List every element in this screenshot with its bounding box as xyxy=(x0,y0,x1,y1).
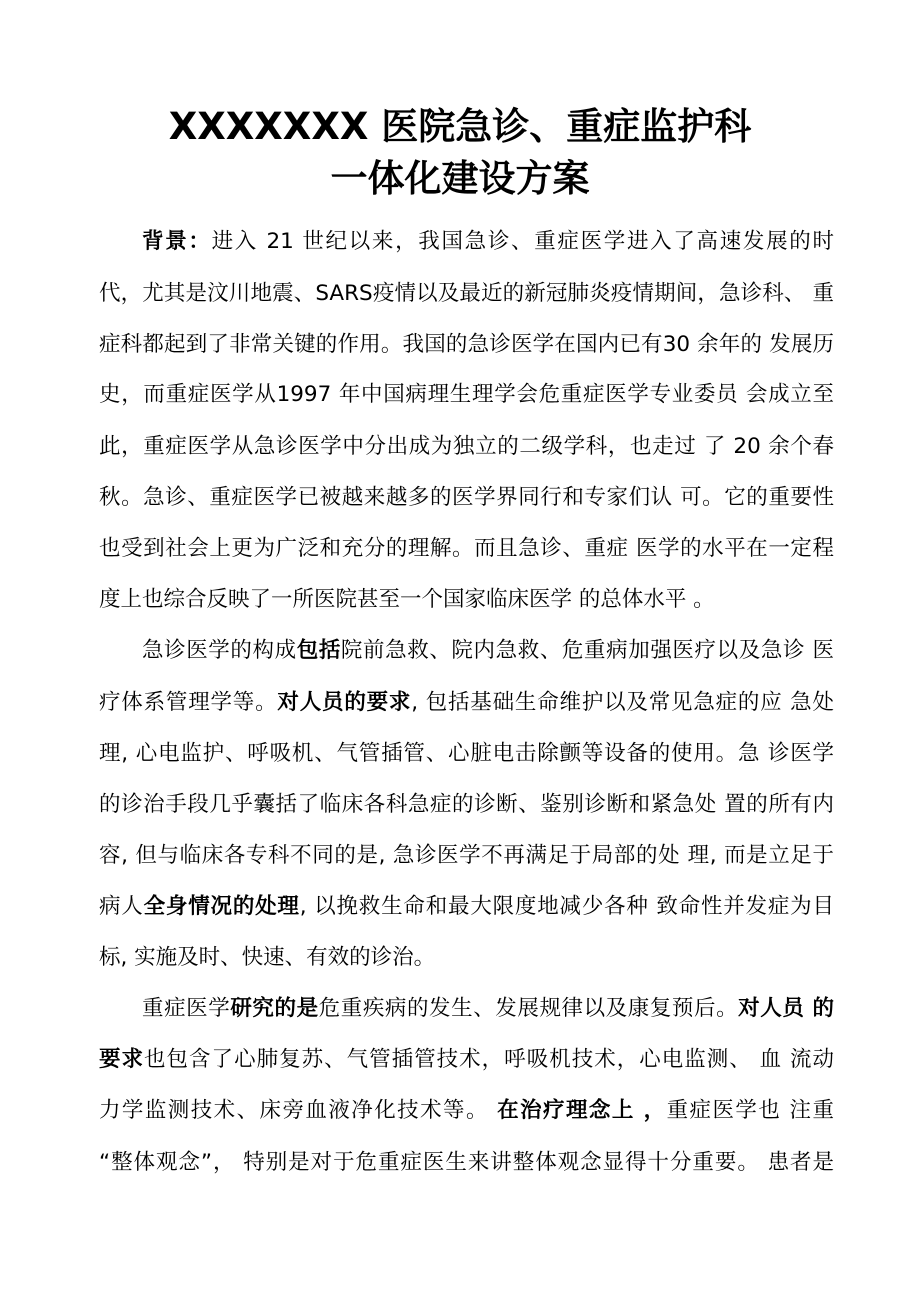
paragraph-2-line-3: 理, 心电监护、呼吸机、气管插管、心脏电击除颤等设备的使用。急 诊医学 xyxy=(99,741,834,766)
paragraph-2-line-6: 病人全身情况的处理, 以挽救生命和最大限度地减少各种 致命性并发症为目 xyxy=(99,894,834,919)
paragraph-1-line-7: 也受到社会上更为广泛和充分的理解。而且急诊、重症 医学的水平在一定程 xyxy=(99,536,834,561)
paragraph-1-line-8: 度上也综合反映了一所医院甚至一个国家临床医学 的总体水平 。 xyxy=(99,587,715,612)
paragraph-2-line-7: 标, 实施及时、快速、有效的诊治。 xyxy=(99,945,436,970)
paragraph-1-line-6: 秋。急诊、重症医学已被越来越多的医学界同行和专家们认 可。它的重要性 xyxy=(99,485,834,510)
document-title-line-1: XXXXXXX 医院急诊、重症监护科 xyxy=(168,105,752,148)
paragraph-1-line-5: 此，重症医学从急诊医学中分出成为独立的二级学科，也走过 了 20 余个春 xyxy=(99,434,834,459)
paragraph-1-line-2: 代，尤其是汶川地震、SARS疫情以及最近的新冠肺炎疫情期间，急诊科、 重 xyxy=(99,281,834,306)
paragraph-1-line-1: 背景：进入 21 世纪以来，我国急诊、重症医学进入了高速发展的时 xyxy=(142,229,834,254)
paragraph-2-line-5: 容, 但与临床各专科不同的是, 急诊医学不再满足于局部的处 理, 而是立足于 xyxy=(99,843,834,868)
paragraph-3-line-4: “整体观念”， 特别是对于危重症医生来讲整体观念显得十分重要。 患者是 xyxy=(99,1150,834,1175)
paragraph-3-line-3: 力学监测技术、床旁血液净化技术等。 在治疗理念上 ，重症医学也 注重 xyxy=(99,1098,834,1123)
document-title-line-2: 一体化建设方案 xyxy=(330,157,590,200)
paragraph-2-line-1: 急诊医学的构成包括院前急救、院内急救、危重病加强医疗以及急诊 医 xyxy=(142,638,834,663)
paragraph-1-line-4: 史，而重症医学从1997 年中国病理生理学会危重症医学专业委员 会成立至 xyxy=(99,382,834,407)
paragraph-1-line-3: 症科都起到了非常关键的作用。我国的急诊医学在国内已有30 余年的 发展历 xyxy=(99,332,834,357)
paragraph-2-line-2: 疗体系管理学等。对人员的要求, 包括基础生命维护以及常见急症的应 急处 xyxy=(99,690,834,715)
paragraph-3-line-1: 重症医学研究的是危重疾病的发生、发展规律以及康复预后。对人员 的 xyxy=(142,996,834,1021)
paragraph-2-line-4: 的诊治手段几乎囊括了临床各科急症的诊断、鉴别诊断和紧急处 置的所有内 xyxy=(99,792,834,817)
paragraph-3-line-2: 要求也包含了心肺复苏、气管插管技术，呼吸机技术，心电监测、 血 流动 xyxy=(99,1047,834,1072)
